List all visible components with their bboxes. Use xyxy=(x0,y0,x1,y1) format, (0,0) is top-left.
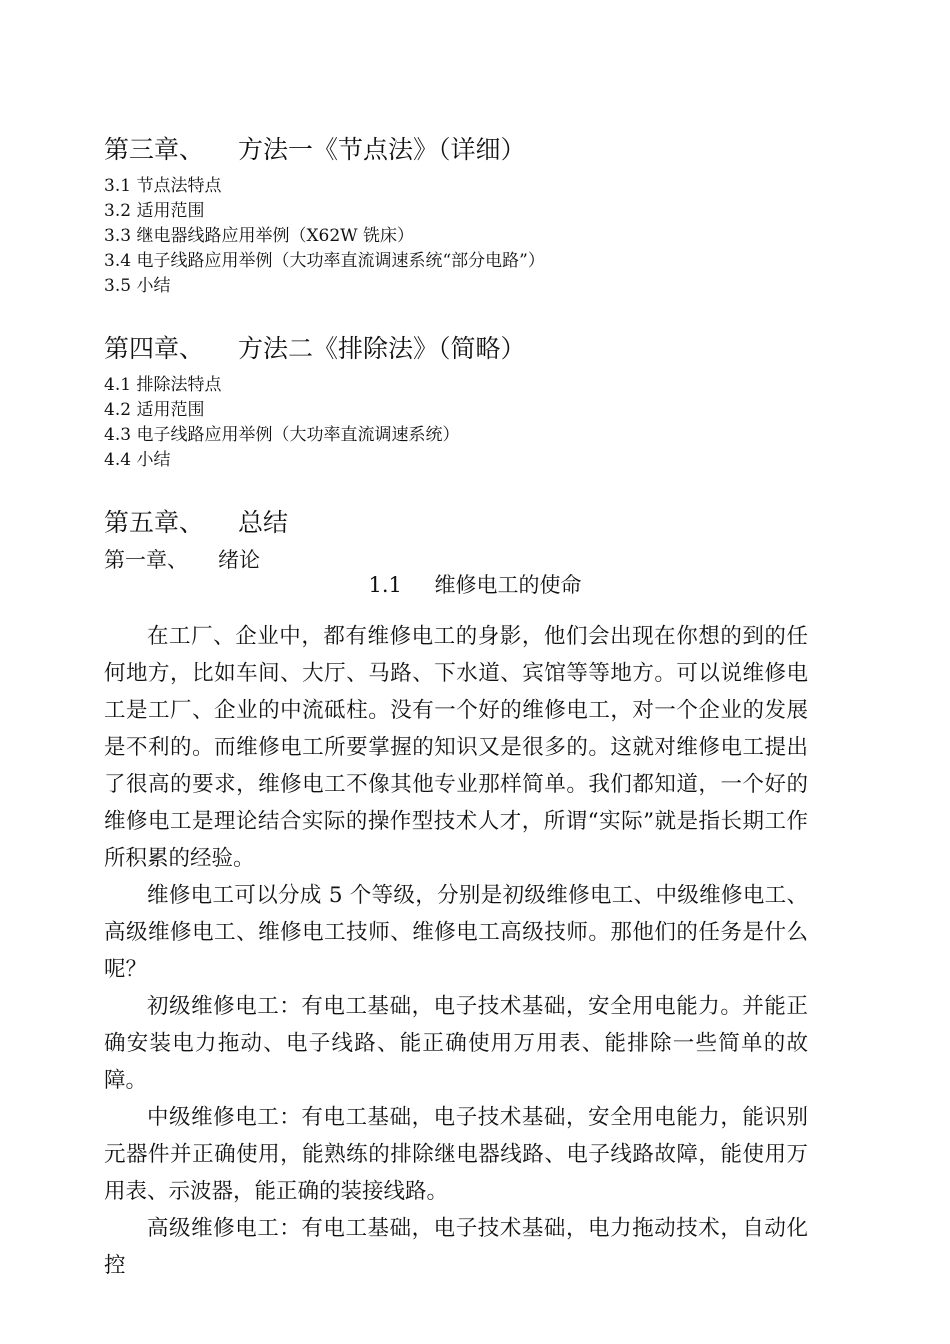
toc-item: 3.5 小结 xyxy=(104,276,171,296)
chapter4-toc xyxy=(104,373,459,473)
paragraph: 高级维修电工：有电工基础，电子技术基础，电力拖动技术，自动化控 xyxy=(104,1216,808,1278)
chapter1-number: 第一章、 xyxy=(104,548,188,572)
toc-item: 4.3 电子线路应用举例（大功率直流调速系统） xyxy=(104,425,460,445)
paragraph: 在工厂、企业中，都有维修电工的身影，他们会出现在你想的到的任何地方，比如车间、大厅、马路、下水道、宾馆等等地方。可以说维修电工是工厂、企业的中流砥柱。没有一个好的维修电工，对一个企业的发展是不利的。而维修电工所要掌握的知识又是很多的。这就对维修电工提出了很高的要求，维修电工不像其他专业那样简单。我们都知道，一个好的维修电工是理论结合实际的操作型技术人才，所谓“实际”就是指长期工作所积累的经验。 xyxy=(104,624,808,871)
toc-item: 3.3 继电器线路应用举例（X62W 铣床） xyxy=(104,226,415,246)
toc-item: 3.1 节点法特点 xyxy=(104,176,222,196)
chapter5-number: 第五章、 xyxy=(104,508,205,537)
paragraph: 维修电工可以分成 5 个等级，分别是初级维修电工、中级维修电工、高级维修电工、维修电工技师、维修电工高级技师。那他们的任务是什么呢？ xyxy=(104,883,808,982)
section-title: 维修电工的使命 xyxy=(434,573,582,597)
section-heading xyxy=(0,571,950,599)
chapter1-title: 绪论 xyxy=(218,548,260,572)
chapter3-number: 第三章、 xyxy=(104,135,205,164)
chapter4-number: 第四章、 xyxy=(104,334,205,363)
chapter5-heading xyxy=(104,508,288,538)
chapter3-heading xyxy=(104,135,526,165)
toc-item: 3.4 电子线路应用举例（大功率直流调速系统“部分电路”） xyxy=(104,251,545,271)
chapter3-toc xyxy=(104,174,545,299)
toc-item: 3.2 适用范围 xyxy=(104,201,205,221)
chapter4-heading xyxy=(104,334,526,364)
body-text xyxy=(104,618,808,1284)
section-number: 1.1 xyxy=(368,573,402,597)
chapter4-title: 方法二《排除法》（简略） xyxy=(238,334,526,363)
paragraph: 中级维修电工：有电工基础，电子技术基础，安全用电能力，能识别元器件并正确使用，能熟练的排除继电器线路、电子线路故障，能使用万用表、示波器，能正确的装接线路。 xyxy=(104,1105,808,1204)
toc-item: 4.1 排除法特点 xyxy=(104,375,222,395)
toc-item: 4.4 小结 xyxy=(104,450,171,470)
chapter3-title: 方法一《节点法》（详细） xyxy=(238,135,526,164)
chapter5-title: 总结 xyxy=(238,508,289,537)
chapter1-heading xyxy=(104,546,260,574)
toc-item: 4.2 适用范围 xyxy=(104,400,205,420)
paragraph: 初级维修电工：有电工基础，电子技术基础，安全用电能力。并能正确安装电力拖动、电子线路、能正确使用万用表、能排除一些简单的故障。 xyxy=(104,994,808,1093)
